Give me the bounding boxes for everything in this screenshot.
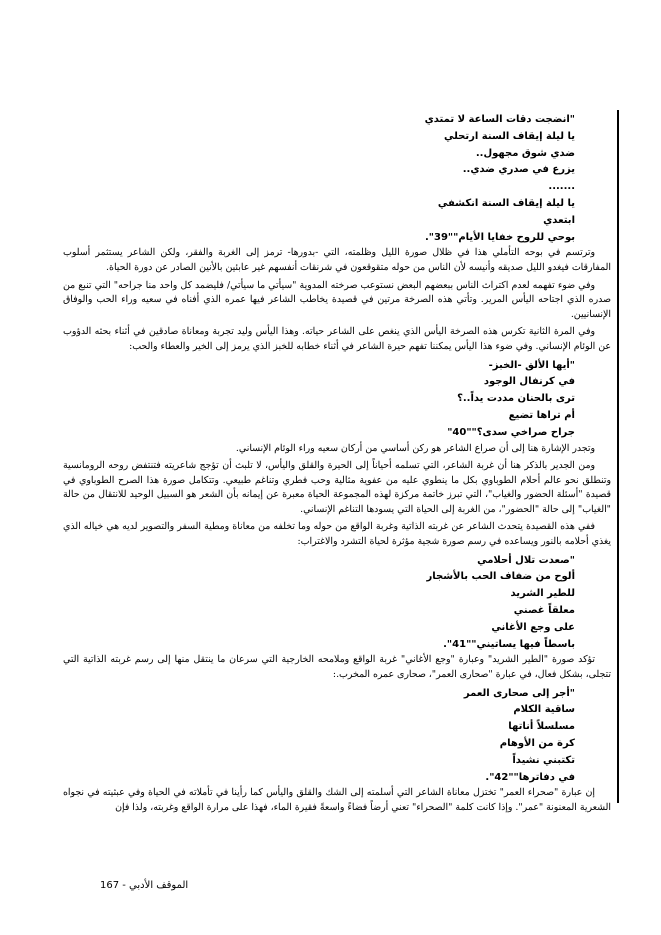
poem-line: أم تراها تضيع [508,409,575,421]
paragraph: إن عبارة "صحراء العمر" تختزل معاناة الشاعر التي أسلمته إلى الشك والقلق واليأس كما رأينا في تأملاته في الحياة وفي عبثيته في نجواه الشعرية المعنونة "عمر". وإذا كانت كلمة "الصحراء" تعني أرضاً فضاءً واسعةً فقيرة الماء، فهذا على مرارة الواقع وغربته، ولذا فإن [63,787,611,814]
prose-block-3 [63,653,611,682]
paragraph: ومن الجدير بالذكر هنا أن غربة الشاعر، التي تسلمه أحياناً إلى الحيرة والقلق واليأس، لا تلبث أن تؤجج شاعريته فتنتفض روحه الرومانسية وتنطلق نحو عالم أحلام الطوباوي بكل ما ينطوي عليه من عفوية مثالية وحب فطري وتناغم طبيعي. وتتكامل صورة هذا الصرح الطوباوي في قصيدة "أسئلة الحضور والغياب"، التي تبرز خاتمة مركزة لهذه المجموعة الحياة معبرة عن إيمانه بأن الشعر هو السبيل الوحيد للانتقال من حالة "الغياب" إلى حالة "الحضور"، من الغربة إلى الحياة التي يسودها التناغم الإنساني. [63,460,611,515]
poem-line: "أيها الألق -الخبز- [488,359,575,371]
poem-line: "انضجت دقات الساعة لا تمتدي [424,114,575,125]
prose-block-1 [63,246,611,354]
poem-line: "أجر إلى صحارى العمر [463,687,575,699]
page-footer: الموقف الأدبي - 167 [100,880,189,891]
poem-stanza-1 [63,112,611,246]
poem-line: بوحي للروح خفايا الأيام""39". [424,231,575,243]
paragraph: وفي ضوء تفهمه لعدم اكتراث الناس ببعضهم البعض نستوعب صرخته المدوية "سيأتي ما سيأتي/ فليضمد كل واحد منا جراحه" التي تنبع من صدره الذي اجتاحه اليأس المرير. وتأتي هذه الصرخة مرتين في قصيدة يخاطب الشاعر فيها عمره الذي أفناه في سعيه وراء الحب والوفاق الإنسانيين. [63,279,611,320]
poem-line: باسطاً فيها يساتيني""41". [443,638,575,650]
prose-block-4 [63,786,611,815]
poem-line: ترى بالحنان مددت يداً..؟ [457,393,575,405]
poem-line: كرة من الأوهام [499,738,575,750]
poem-stanza-2 [63,358,611,442]
poem-stanza-4 [63,686,611,787]
poem-line: ....... [548,181,575,193]
document-page [63,112,611,819]
poem-line: ابتعدي [543,214,575,226]
poem-line: يا ليلة إيقاف السنة انكشفي [437,197,575,209]
poem-line: ألوح من ضفاف الحب بالأشجار [426,571,575,583]
poem-line: ضدي شوق مجهول.. [475,147,575,159]
paragraph: وفي المرة الثانية تكرس هذه الصرخة اليأس الذي ينغص على الشاعر حياته. وهذا اليأس وليد تجربة ومعاناة صادقين في أثناء بحثه الدؤوب عن الوئام الإنساني. وفي ضوء هذا اليأس يمكننا تفهم حيرة الشاعر في أثناء خطابه للخبز الذي يرمز إلى الخير والعطاء والحب: [63,326,611,352]
poem-line: جراح صراخي سدى؟""40" [447,426,575,438]
paragraph: تؤكد صورة "الطير الشريد" وعبارة "وجع الأغاني" غربة الواقع وملامحه الخارجية التي سرعان ما ينتقل منها إلى رسم غربته الذاتية التي تتجلى، بشكل فعال، في عبارة "صحارى العمر"، صحارى عمره المخرب.: [63,654,611,681]
poem-line: ساقية الكلام [513,704,575,716]
poem-line: في كرنفال الوجود [483,376,575,388]
poem-line: تكتبني نشيداً [512,754,575,766]
poem-line: معلقاً غصني [513,605,575,617]
poem-stanza-3 [63,553,611,654]
paragraph: وترتسم في بوحه التأملي هذا في ظلال صورة الليل وظلمته، التي -بدورها- ترمز إلى الغربة والفقر، ولكن الشاعر يستثمر أسلوب المفارقات فيغدو الليل صديقه وأنيسه لأن الناس من حوله متقوقعون في شرنقات أنفسهم غير عابئين بالأنين الصادر عن دورة الحياة. [63,247,611,273]
poem-line: للطير الشريد [510,588,575,600]
poem-line: "صعدت تلال أحلامي [477,554,575,566]
paragraph: وتجدر الإشارة هنا إلى أن صراع الشاعر هو ركن أساسي من أركان سعيه وراء الوئام الإنساني. [235,442,595,454]
poem-line: في دفاترها""42". [485,771,575,783]
poem-line: على وجع الأغاني [491,621,575,633]
margin-rule [617,110,619,803]
poem-line: يا ليلة إيقاف السنة ارتحلي [443,130,575,142]
prose-block-2 [63,442,611,550]
paragraph: ففي هذه القصيدة يتحدث الشاعر عن غربته الذاتية وغربة الواقع من حوله وما تخلفه من معاناة ومطية السفر والتصوير لديه هي خياله الذي يغذي أحلامه بالنور ويساعده في رسم صورة شجية مؤثرة لحياة التشرد والاغتراب: [63,521,611,548]
poem-line: مسلسلاً أناتها [508,721,575,733]
poem-line: يزرع في صدري ضدي.. [462,164,575,176]
